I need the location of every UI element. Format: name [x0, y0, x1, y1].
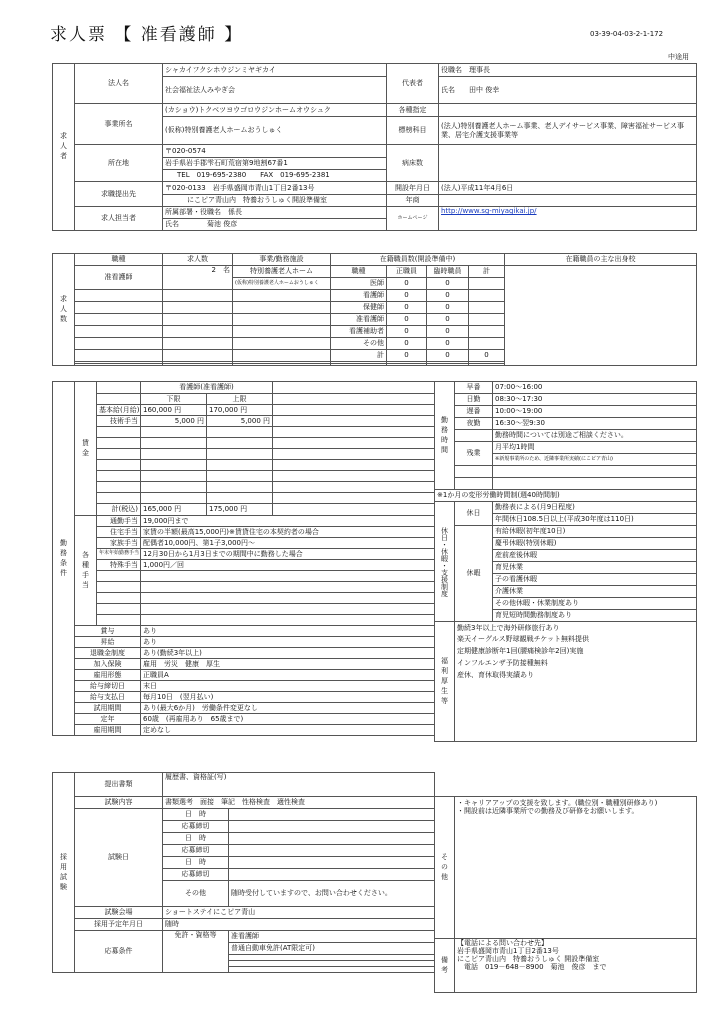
date-label: 日 時	[163, 809, 229, 821]
staff-header-full: 正職員	[387, 266, 427, 278]
welfare-item: 定期健康診断年1回(腰痛検診年2回)実施	[455, 646, 697, 658]
shift-time: 10:00～19:00	[493, 406, 697, 418]
facility-subname: (仮称)特別養護老人ホームおうしゅく	[233, 278, 331, 290]
skill-high: 5,000 円	[207, 416, 273, 427]
cutoff-value: 末日	[141, 681, 435, 692]
base-label: 基本給(月給)	[97, 405, 141, 416]
contact-name: 氏名 菊池 俊彦	[163, 219, 387, 231]
job-count: 2 名	[163, 266, 233, 290]
staff-role: 保健師	[331, 302, 387, 314]
selection-right-table	[434, 796, 697, 993]
employer-section-label: 求人者	[53, 64, 75, 231]
hours-note: 勤務時間については別途ご相談ください。	[493, 430, 697, 442]
rep-title: 役職名 理事長	[439, 64, 697, 77]
shift-time: 16:30～翌9:30	[493, 418, 697, 430]
start-value: 随時	[163, 919, 435, 931]
conditions-section-label: 勤務条件	[53, 382, 75, 736]
annual-label: 年商	[387, 195, 439, 207]
staff-header-temp: 臨時職員	[427, 266, 469, 278]
shift-name: 遅番	[455, 406, 493, 418]
trial-label: 試用期間	[75, 703, 141, 714]
upper-label: 上限	[207, 394, 273, 405]
wage-label: 賃金	[75, 382, 97, 516]
employ-form-label: 雇用形態	[75, 670, 141, 681]
allowance-name: 住宅手当	[97, 527, 141, 538]
office-name: (仮称)特別養護老人ホームおうしゅく	[163, 117, 387, 145]
leave-item: 慶弔休暇(特別休暇)	[493, 538, 697, 550]
allowance-name: 年末年始勤務手当	[97, 549, 141, 560]
recruit-table	[52, 253, 697, 366]
welfare-label: 福利厚生等	[435, 622, 455, 742]
leave-item: 子の看護休暇	[493, 574, 697, 586]
staff-header-sum: 計	[469, 266, 505, 278]
retire-fund-value: あり(勤続3年以上)	[141, 648, 435, 659]
leave-item: 育児短時間勤務制度あり	[493, 610, 697, 622]
allowance-name: 通勤手当	[97, 516, 141, 527]
allowance-value: 配偶者10,000円、第1子3,000円～	[141, 538, 435, 549]
shift-name: 夜勤	[455, 418, 493, 430]
corp-kana: シャカイフクシホウジンミヤギカイ	[163, 64, 387, 77]
beds-value	[439, 145, 697, 182]
dayoff-year: 年間休日108.5日以上(平成30年度は110日)	[493, 514, 697, 526]
staff-role: 看護補助者	[331, 326, 387, 338]
note-line: 岩手県盛岡市青山1丁目2番13号	[457, 947, 559, 956]
job-type-header: 職種	[75, 254, 163, 266]
note-line: にこピア青山内 特養おうしゅく 開設準備室	[457, 955, 600, 964]
insurance-value: 雇用 労災 健康 厚生	[141, 659, 435, 670]
count-header: 求人数	[163, 254, 233, 266]
origin-label: 在籍職員の主な出身校	[505, 254, 697, 266]
address-zip: 〒020-0574	[163, 145, 387, 158]
hours-label: 勤務時間	[435, 382, 455, 490]
contact-dept: 所属部署・役職名 係長	[163, 207, 387, 219]
holiday-label: 休日・休暇・支援制度	[435, 502, 455, 622]
retire-fund-label: 退職金制度	[75, 648, 141, 659]
staff-full: 0	[387, 278, 427, 290]
leave-item: 育児休業	[493, 562, 697, 574]
allowance-value: 家賃の半額(最高15,000円)※賃貸住宅の本契約者の場合	[141, 527, 435, 538]
dayoff-label: 休日	[455, 502, 493, 526]
job-type: 准看護師	[75, 266, 163, 290]
welfare-item: 勤続3年以上で海外研修旅行あり	[455, 622, 697, 634]
other-label: その他	[163, 881, 229, 907]
skill-low: 5,000 円	[141, 416, 207, 427]
venue-label: 試験会場	[75, 907, 163, 919]
bonus-label: 賞与	[75, 626, 141, 637]
staff-sum	[469, 278, 505, 290]
retire-age-label: 定年	[75, 714, 141, 725]
docs-value: 履歴書、資格証(写)	[163, 773, 435, 797]
staff-header-role: 職種	[331, 266, 387, 278]
founded-value: (法人)平成11年4月6日	[439, 182, 697, 195]
usage-label: 中途用	[668, 53, 689, 61]
period-value: 定めなし	[141, 725, 435, 736]
wage-job: 看護師(准看護師)	[141, 382, 273, 394]
address-label: 所在地	[75, 145, 163, 182]
requirement-item: 普通自動車免許(AT限定可)	[229, 943, 435, 955]
leave-item: その他休暇・休業制度あり	[493, 598, 697, 610]
allowance-name: 特殊手当	[97, 560, 141, 571]
note-label: 備考	[435, 939, 455, 993]
designation-label: 各種指定	[387, 104, 439, 117]
staff-role: 看護師	[331, 290, 387, 302]
skill-label: 技術手当	[97, 416, 141, 427]
total-high: 175,000 円	[207, 504, 273, 516]
staff-total-full: 0	[387, 350, 427, 362]
insurance-label: 加入保険	[75, 659, 141, 670]
staff-full: 0	[387, 326, 427, 338]
other-value: 随時受付していますので、お問い合わせください。	[229, 881, 435, 907]
exam-value: 書類選考 面接 筆記 性格検査 適性検査	[163, 797, 435, 809]
homepage-link[interactable]: http://www.sg-miyagikai.jp/	[441, 207, 537, 215]
deadline-label: 応募締切	[163, 869, 229, 881]
date-label: 日 時	[163, 833, 229, 845]
raise-label: 昇給	[75, 637, 141, 648]
deadline-label: 応募締切	[163, 845, 229, 857]
base-low: 160,000 円	[141, 405, 207, 416]
rep-name: 氏名 田中 俊幸	[439, 77, 697, 104]
staff-role: 准看護師	[331, 314, 387, 326]
staff-temp: 0	[427, 278, 469, 290]
allowance-name: 家族手当	[97, 538, 141, 549]
docs-label: 提出書類	[75, 773, 163, 797]
annual-value	[439, 195, 697, 207]
overtime-value: 月平均1時間	[493, 442, 697, 454]
staff-role: 医師	[331, 278, 387, 290]
submit-place: にこピア青山内 特養おうしゅく開設準備室	[163, 195, 387, 207]
staff-role: その他	[331, 338, 387, 350]
leave-item: 介護休業	[493, 586, 697, 598]
raise-value: あり	[141, 637, 435, 648]
conditions-table	[52, 381, 435, 736]
venue-value: ショートステイにこピア青山	[163, 907, 435, 919]
cutoff-label: 給与締切日	[75, 681, 141, 692]
trial-value: あり(最大6か月) 労働条件変更なし	[141, 703, 435, 714]
selection-section-label: 採用試験	[53, 773, 75, 973]
address-line: 岩手県岩手郡雫石町荒宿第9地割67番1	[163, 158, 387, 170]
origin-value	[505, 266, 697, 366]
total-low: 165,000 円	[141, 504, 207, 516]
employer-table	[52, 63, 697, 231]
facility-header: 事業/勤務施設	[233, 254, 331, 266]
requirements-sub-label: 免許・資格等	[163, 931, 229, 973]
office-kana: (カショウ)トクベツヨウゴロウジンホームオウシュク	[163, 104, 387, 117]
note-line: 電話 019－648－8900 菊池 俊彦 まで	[457, 963, 607, 972]
employ-form-value: 正職員A	[141, 670, 435, 681]
misc-item: ・キャリアアップの支援を致します。(職位別・職種別研修あり)	[457, 799, 658, 807]
staff-temp: 0	[427, 326, 469, 338]
period-label: 雇用期間	[75, 725, 141, 736]
designation-value	[439, 104, 697, 117]
recruit-section-label: 求人数	[53, 254, 75, 366]
dates-label: 試験日	[75, 809, 163, 907]
allowance-value: 12月30日から1月3日までの期間中に勤務した場合	[141, 549, 435, 560]
requirement-item: 准看護師	[229, 931, 435, 943]
selection-table	[52, 772, 435, 973]
allowance-value: 1,000円／回	[141, 560, 435, 571]
corp-name: 社会福祉法人みやぎ会	[163, 77, 387, 104]
bonus-value: あり	[141, 626, 435, 637]
staff-full: 0	[387, 338, 427, 350]
total-label: 計(税込)	[97, 504, 141, 516]
variable-hours-note: ※1か月の変形労働時間制(週40時間制)	[435, 490, 697, 502]
staff-total-role: 計	[331, 350, 387, 362]
overtime-note: ※新規事業所のため、近隣事業所実績(にこピア青山)	[493, 454, 697, 466]
leave-item: 産前産後休暇	[493, 550, 697, 562]
homepage-label: ホームページ	[387, 207, 439, 231]
contact-label: 求人担当者	[75, 207, 163, 231]
rep-label: 代表者	[387, 64, 439, 104]
staff-title: 在籍職員数(開設準備中)	[331, 254, 505, 266]
staff-total-temp: 0	[427, 350, 469, 362]
staff-full: 0	[387, 314, 427, 326]
note-line: 【電話による問い合わせ先】	[457, 939, 548, 947]
requirements-label: 応募条件	[75, 931, 163, 973]
staff-temp: 0	[427, 290, 469, 302]
payday-label: 給与支払日	[75, 692, 141, 703]
office-label: 事業所名	[75, 104, 163, 145]
facility-name: 特別養護老人ホーム	[233, 266, 331, 278]
address-tel: TEL 019-695-2380 FAX 019-695-2381	[163, 170, 387, 182]
shift-time: 08:30～17:30	[493, 394, 697, 406]
hours-table	[434, 381, 697, 742]
welfare-item: 産休、育休取得実績あり	[455, 670, 697, 682]
payday-value: 毎月10日 (翌月払い)	[141, 692, 435, 703]
date-label: 日 時	[163, 857, 229, 869]
dayoff-value: 勤務表による(月9日程度)	[493, 502, 697, 514]
leave-item: 有給休暇(初年度10日)	[493, 526, 697, 538]
retire-age-value: 60歳 (再雇用あり 65歳まで)	[141, 714, 435, 725]
staff-temp: 0	[427, 302, 469, 314]
allowance-label: 各種手当	[75, 516, 97, 626]
document-number: 03-39-04-03-2-1-172	[590, 30, 664, 38]
welfare-item: インフルエンザ予防接種無料	[455, 658, 697, 670]
lower-label: 下限	[141, 394, 207, 405]
subject-value: (法人)特別養護老人ホーム事業、老人デイサービス事業、障害福祉サービス事業、居宅介護支援事業等	[439, 117, 697, 145]
shift-name: 早番	[455, 382, 493, 394]
staff-total-sum: 0	[469, 350, 505, 362]
shift-time: 07:00～16:00	[493, 382, 697, 394]
start-label: 採用予定年月日	[75, 919, 163, 931]
allowance-value: 19,000円まで	[141, 516, 435, 527]
staff-full: 0	[387, 290, 427, 302]
subject-label: 標榜科目	[387, 117, 439, 145]
exam-label: 試験内容	[75, 797, 163, 809]
misc-label: その他	[435, 797, 455, 939]
leave-label: 休暇	[455, 526, 493, 622]
page-title: 求人票 【 准看護師 】	[50, 25, 244, 45]
welfare-item: 楽天イーグルス野球観戦チケット無料提供	[455, 634, 697, 646]
submit-label: 求職提出先	[75, 182, 163, 207]
submit-zip: 〒020-0133 岩手県盛岡市青山1丁目2番13号	[163, 182, 387, 195]
deadline-label: 応募締切	[163, 821, 229, 833]
staff-temp: 0	[427, 338, 469, 350]
base-high: 170,000 円	[207, 405, 273, 416]
overtime-label: 残業	[455, 442, 493, 466]
beds-label: 病床数	[387, 145, 439, 182]
staff-temp: 0	[427, 314, 469, 326]
staff-full: 0	[387, 302, 427, 314]
corp-name-label: 法人名	[75, 64, 163, 104]
shift-name: 日勤	[455, 394, 493, 406]
founded-label: 開設年月日	[387, 182, 439, 195]
misc-item: ・開設前は近隣事業所での勤務及び研修をお願いします。	[457, 807, 639, 816]
